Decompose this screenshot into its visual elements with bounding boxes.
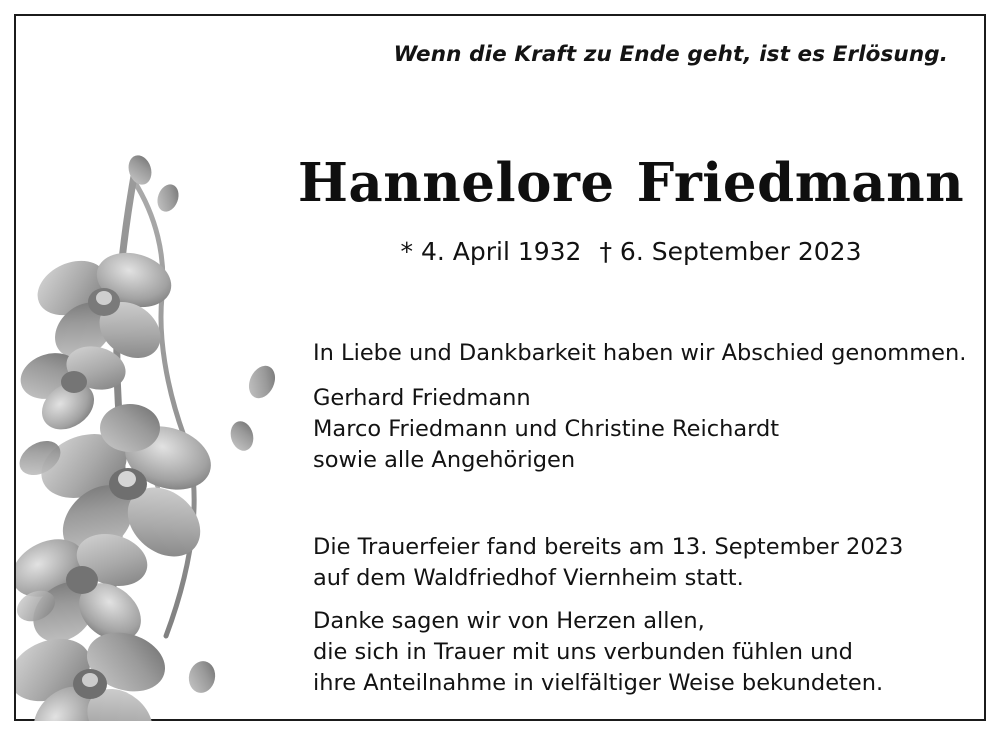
last-name: Friedmann xyxy=(636,152,965,214)
thanks-line: ihre Anteilnahme in vielfältiger Weise bekundeten. xyxy=(313,670,884,696)
thanks-paragraph xyxy=(313,606,883,699)
motto-text: Wenn die Kraft zu Ende geht, ist es Erlösung. xyxy=(393,42,948,67)
intro-paragraph xyxy=(313,338,966,369)
birth-date: 4. April 1932 xyxy=(420,237,582,266)
birth-symbol: * xyxy=(400,237,413,266)
first-name: Hannelore xyxy=(297,152,615,214)
family-line: sowie alle Angehörigen xyxy=(313,447,576,473)
ceremony-paragraph xyxy=(313,532,903,594)
orchid-branch-illustration xyxy=(16,136,286,721)
death-symbol: † xyxy=(599,237,612,266)
death-date: 6. September 2023 xyxy=(619,237,862,266)
life-dates xyxy=(281,237,981,266)
ceremony-line: auf dem Waldfriedhof Viernheim statt. xyxy=(313,565,744,591)
thanks-line: Danke sagen wir von Herzen allen, xyxy=(313,608,705,634)
family-line: Marco Friedmann und Christine Reichardt xyxy=(313,416,780,442)
notice-frame xyxy=(14,14,986,721)
family-line: Gerhard Friedmann xyxy=(313,385,531,411)
deceased-name xyxy=(281,152,981,214)
thanks-line: die sich in Trauer mit uns verbunden fühlen und xyxy=(313,639,853,665)
intro-line: In Liebe und Dankbarkeit haben wir Abschied genommen. xyxy=(313,340,967,366)
family-list xyxy=(313,383,779,476)
ceremony-line: Die Trauerfeier fand bereits am 13. September 2023 xyxy=(313,534,904,560)
